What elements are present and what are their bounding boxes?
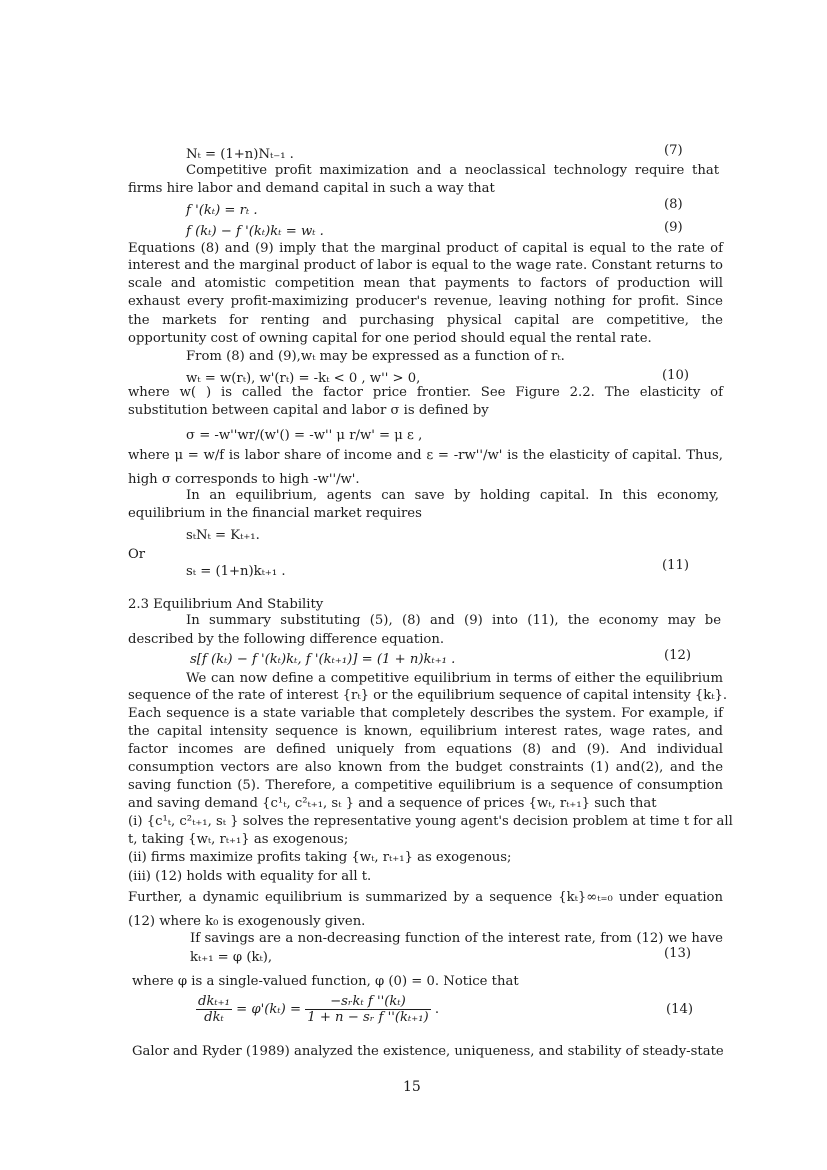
equation-7: Nₜ = (1+n)Nₜ₋₁ . (186, 147, 294, 162)
body-text-line: scale and atomistic competition mean that payments to factors of production will (128, 276, 723, 291)
fraction-denominator: dkₜ (204, 1010, 224, 1025)
body-text-line: where φ is a single-valued function, φ (0) = 0. Notice that (132, 974, 519, 989)
body-text-line: described by the following difference equation. (128, 632, 445, 647)
body-text-line: In summary substituting (5), (8) and (9) into (11), the economy may be (186, 613, 721, 628)
equation-number-9: (9) (664, 220, 683, 235)
body-text-line: high σ corresponds to high -w''/w'. (128, 472, 360, 487)
body-text-line: factor incomes are defined uniquely from equations (8) and (9). And individual (128, 742, 723, 757)
body-text-line: (12) where k₀ is exogenously given. (128, 914, 366, 929)
body-text-line: opportunity cost of owning capital for one period should equal the rental rate. (128, 331, 652, 346)
section-heading: 2.3 Equilibrium And Stability (128, 597, 324, 612)
body-text-line: substitution between capital and labor σ is defined by (128, 403, 489, 418)
body-text-line: From (8) and (9),wₜ may be expressed as a function of rₜ. (186, 349, 565, 364)
body-text-line: Equations (8) and (9) imply that the marginal product of capital is equal to the rate of (128, 241, 723, 256)
body-text-line: equilibrium in the financial market requires (128, 506, 422, 521)
body-text-line: Further, a dynamic equilibrium is summarized by a sequence {kₜ}∞ₜ₌₀ under equation (128, 890, 723, 905)
fraction-denominator: 1 + n − sᵣ f ''(kₜ₊₁) (307, 1010, 429, 1025)
body-text-line: In an equilibrium, agents can save by holding capital. In this economy, (186, 488, 719, 503)
equation-number-8: (8) (664, 197, 683, 212)
equation-14: $\frac{\text{dkₜ₊₁}}{\text{dkₜ}}$ = φ'(kₜ) = $\frac{\text{−sᵣkₜ f ''(kₜ)}}{\text{1 + n − sᵣ f ''(kₜ₊₁)}}$ . (198, 994, 440, 1025)
equation-number-10: (10) (662, 368, 690, 383)
body-text-line: the markets for renting and purchasing physical capital are competitive, the (128, 313, 723, 328)
body-text-line: saving function (5). Therefore, a competitive equilibrium is a sequence of consumption (128, 778, 723, 793)
elasticity-equation: σ = -w''wr/(w'() = -w'' μ r/w' = μ ε , (186, 428, 423, 443)
equation-9: f (kₜ) − f '(kₜ)kₜ = wₜ . (186, 224, 324, 239)
body-text-line: Each sequence is a state variable that completely describes the system. For example, if (128, 706, 723, 721)
equilibrium-equation: sₜNₜ = Kₜ₊₁. (186, 528, 260, 543)
equation-middle: = φ'(kₜ) = (236, 1002, 302, 1017)
body-text-line: Galor and Ryder (1989) analyzed the existence, uniqueness, and stability of steady-state (132, 1044, 724, 1059)
body-text-line: firms hire labor and demand capital in such a way that (128, 181, 495, 196)
body-text-line: We can now define a competitive equilibrium in terms of either the equilibrium (186, 671, 723, 686)
body-text-line: sequence of the rate of interest {rₜ} or the equilibrium sequence of capital intensity {kₜ}. (128, 688, 728, 703)
body-text-line: where w( ) is called the factor price frontier. See Figure 2.2. The elasticity of (128, 385, 723, 400)
body-text-line: and saving demand {c¹ₜ, c²ₜ₊₁, sₜ } and a sequence of prices {wₜ, rₜ₊₁} such that (128, 796, 657, 811)
phi-derivative-fraction (305, 994, 430, 1025)
equation-8: f '(kₜ) = rₜ . (186, 203, 258, 218)
equation-10: wₜ = w(rₜ), w'(rₜ) = -kₜ < 0 , w'' > 0, (186, 371, 421, 386)
fraction-numerator: −sᵣkₜ f ''(kₜ) (305, 994, 430, 1010)
body-text-line: interest and the marginal product of labor is equal to the wage rate. Constant returns to (128, 258, 723, 273)
body-text-line: Or (128, 547, 146, 562)
equation-12: s[f (kₜ) − f '(kₜ)kₜ, f '(kₜ₊₁)] = (1 + n)kₜ₊₁ . (190, 652, 456, 667)
derivative-fraction (196, 994, 232, 1025)
list-item: (iii) (12) holds with equality for all t. (128, 869, 372, 884)
equation-number-14: (14) (666, 1002, 694, 1017)
equation-number-12: (12) (664, 648, 692, 663)
equation-number-7: (7) (664, 143, 683, 158)
equation-number-13: (13) (664, 946, 692, 961)
equation-11: sₜ = (1+n)kₜ₊₁ . (186, 564, 286, 579)
body-text-line: the capital intensity sequence is known, equilibrium interest rates, wage rates, and (128, 724, 723, 739)
body-text-line: consumption vectors are also known from the budget constraints (1) and(2), and the (128, 760, 723, 775)
list-item: (i) {c¹ₜ, c²ₜ₊₁, sₜ } solves the representative young agent's decision problem at time t for all (128, 814, 733, 829)
body-text-line: exhaust every profit-maximizing producer's revenue, leaving nothing for profit. Since (128, 294, 723, 309)
list-item: (ii) firms maximize profits taking {wₜ, rₜ₊₁} as exogenous; (128, 850, 512, 865)
body-text-line: Competitive profit maximization and a neoclassical technology require that (186, 163, 719, 178)
fraction-numerator: dkₜ₊₁ (198, 994, 230, 1009)
equation-13: kₜ₊₁ = φ (kₜ), (190, 950, 273, 965)
body-text-line: If savings are a non-decreasing function of the interest rate, from (12) we have (190, 931, 723, 946)
page-number: 15 (403, 1079, 421, 1095)
list-item-continuation: t, taking {wₜ, rₜ₊₁} as exogenous; (128, 832, 349, 847)
body-text-line: where μ = w/f is labor share of income and ε = -rw''/w' is the elasticity of capital. Thus, (128, 448, 723, 463)
equation-number-11: (11) (662, 558, 690, 573)
